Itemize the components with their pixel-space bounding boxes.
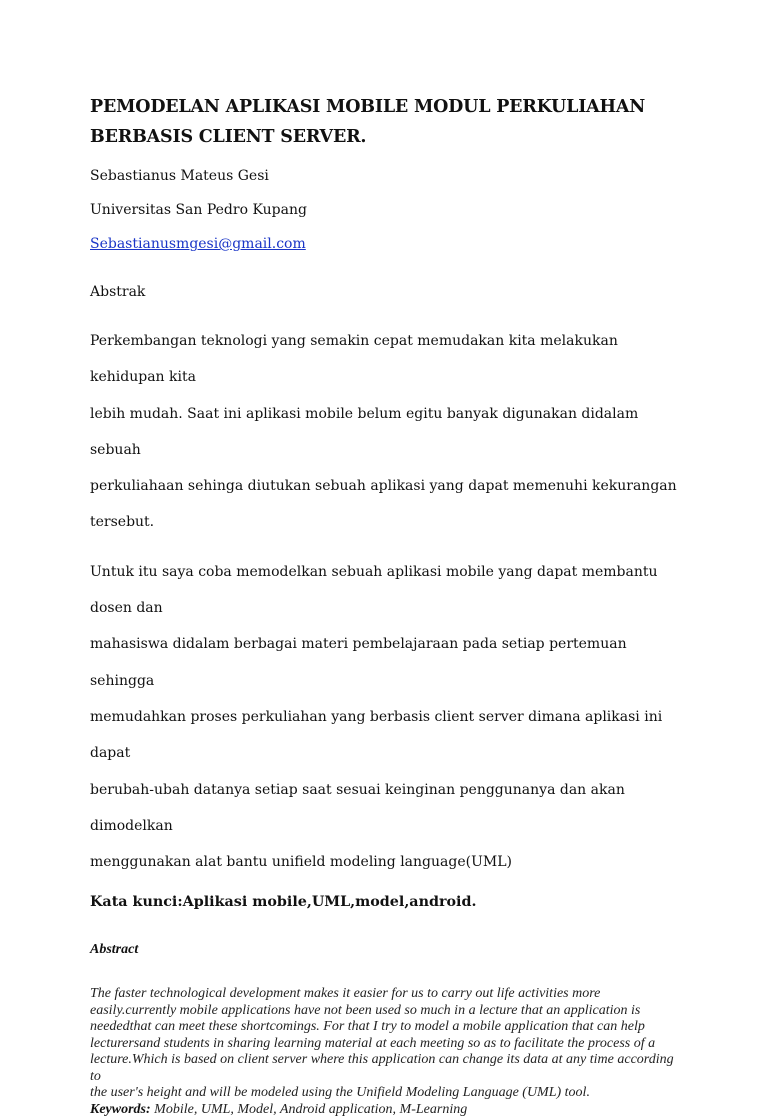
abstrak-p2-line: mahasiswa didalam berbagai materi pembelajaraan pada setiap pertemuan sehingga	[90, 636, 627, 689]
abstract-en-line: easily.currently mobile applications have not been used so much in a lecture that an application is	[90, 1002, 641, 1018]
paper-title	[90, 92, 680, 152]
abstrak-p1-line: tersebut.	[90, 514, 155, 531]
abstrak-p2-line: berubah-ubah datanya setiap saat sesuai keinginan penggunanya dan akan dimodelkan	[90, 781, 625, 834]
abstrak-paragraph-2	[90, 554, 680, 881]
abstract-en-line: the user's height and will be modeled using the Unifield Modeling Language (UML) tool.	[90, 1085, 590, 1101]
abstrak-p1-line: perkuliahaan sehinga diutukan sebuah aplikasi yang dapat memenuhi kekurangan	[90, 478, 677, 495]
abstract-en-line: lecture.Which is based on client server where this application can change its data at any time according	[90, 1052, 674, 1068]
abstrak-p2-line: memudahkan proses perkuliahan yang berbasis client server dimana aplikasi ini dapat	[90, 708, 663, 762]
author-affiliation: Universitas San Pedro Kupang	[90, 202, 307, 218]
abstract-english-body	[90, 986, 680, 1102]
paper-title-line-1: PEMODELAN APLIKASI MOBILE MODUL PERKULIAHAN	[90, 97, 646, 117]
abstrak-p1-line: lebih mudah. Saat ini aplikasi mobile belum egitu banyak digunakan didalam sebuah	[90, 405, 639, 458]
abstract-en-line: The faster technological development makes it easier for us to carry out life activities more	[90, 986, 601, 1002]
abstract-en-line: neededthat can meet these shortcomings. For that I try to model a mobile application that can help	[90, 1019, 645, 1035]
abstract-en-line: to	[90, 1068, 101, 1084]
abstract-en-line: lecturersand students in sharing learning material at each meeting so as to facilitate the process of a	[90, 1035, 656, 1051]
keywords-english	[90, 1102, 680, 1118]
abstrak-p1-line: Perkembangan teknologi yang semakin cepat memudakan kita melakukan kehidupan kita	[90, 333, 618, 386]
document-page	[90, 92, 680, 1118]
abstrak-paragraph-1	[90, 323, 680, 541]
author-email-link[interactable]: Sebastianusmgesi@gmail.com	[90, 236, 306, 252]
keywords-english-label: Keywords:	[90, 1101, 151, 1117]
abstrak-heading: Abstrak	[90, 284, 146, 300]
abstrak-p2-line: Untuk itu saya coba memodelkan sebuah aplikasi mobile yang dapat membantu dosen dan	[90, 563, 658, 617]
abstract-english-heading: Abstract	[90, 942, 139, 958]
paper-title-line-2: BERBASIS CLIENT SERVER.	[90, 127, 367, 147]
kata-kunci: Kata kunci:Aplikasi mobile,UML,model,android.	[90, 894, 477, 911]
keywords-english-value: Mobile, UML, Model, Android application, M-Learning	[150, 1101, 468, 1117]
author-name: Sebastianus Mateus Gesi	[90, 168, 269, 184]
abstrak-p2-line: menggunakan alat bantu unifield modeling language(UML)	[90, 854, 512, 871]
